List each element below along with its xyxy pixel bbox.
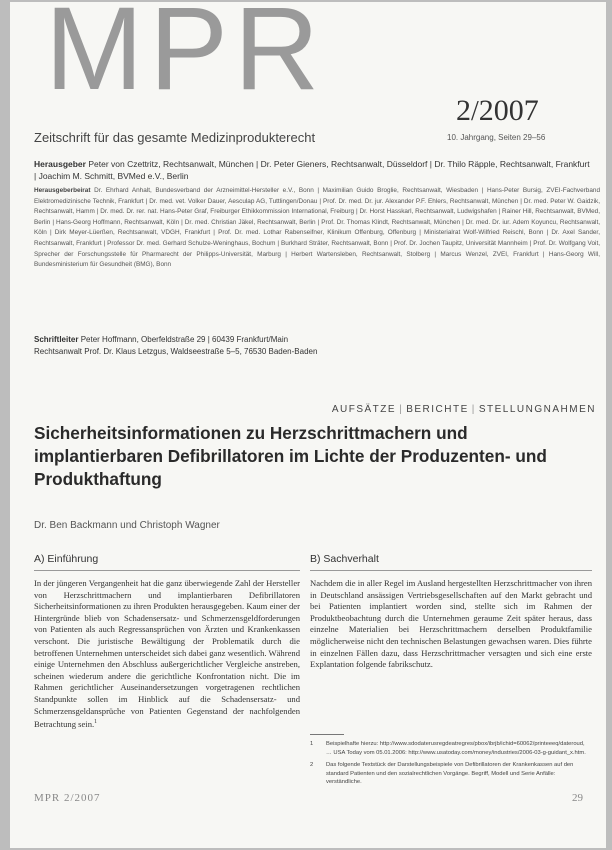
journal-subtitle: Zeitschrift für das gesamte Medizinprodukterecht bbox=[34, 130, 316, 145]
managing-label: Schriftleiter bbox=[34, 335, 79, 344]
footnote-text: Das folgende Textstück der Darstellungsbeispiele von Defibrillatoren der Krankenkassen auf den standard Patienten und den sozialrechtlichen Vorgänge. Begriff, Modell und Serie Anfälle: verständliche. bbox=[326, 762, 574, 786]
footnote-number: 2 bbox=[310, 762, 314, 769]
editors-block bbox=[34, 158, 594, 182]
issue-num: 2 bbox=[456, 94, 471, 127]
page-number: 29 bbox=[572, 792, 583, 804]
issue-number bbox=[456, 94, 539, 128]
footnote bbox=[310, 761, 592, 787]
journal-page bbox=[10, 2, 606, 848]
managing-text-1: Peter Hoffmann, Oberfeldstraße 29 | 60439 Frankfurt/Main bbox=[80, 335, 289, 344]
managing-text-2: Rechtsanwalt Prof. Dr. Klaus Letzgus, Waldseestraße 5–5, 76530 Baden-Baden bbox=[34, 347, 318, 356]
board-label: Herausgeberbeirat bbox=[34, 187, 91, 194]
footer-issue: MPR 2/2007 bbox=[34, 792, 101, 804]
issue-year: 2007 bbox=[478, 94, 539, 127]
section-a-text: In der jüngeren Vergangenheit hat die ganz überwiegende Zahl der Hersteller von Herzschrittmachern und implantierbaren Defibrillatoren Sicherheitsinformationen zu ihren Produkten herausgegeben. Kaum einer der Hintergründe blieb von Schadensersatz- und Schmerzensgeldforderungen von Patienten als auch Regressansprüchen von Ärzten und Krankenkassen verschont. Die juristische Bewältigung der Problematik durch die betroffenen Unternehmen unterscheidet sich dabei ganz wesentlich. Während einige Unternehmen den Abschluss außergerichtlicher Vergleiche anstreben, scheinen wiederum andere die gerichtliche Konfrontation nicht. Die im Rahmen gerichtlicher Auseinandersetzungen vorgetragenen rechtlichen Standpunkte sollen im Hinblick auf die Schadensersatz- und Schmerzensgeldansprüche von Patienten Gegenstand der nachfolgenden Betrachtung sein. bbox=[34, 578, 300, 729]
issue-slash: / bbox=[471, 96, 479, 127]
journal-logo: MPR bbox=[45, 2, 326, 115]
managing-line-1 bbox=[34, 334, 600, 346]
section-b-body: Nachdem die in aller Regel im Ausland hergestellten Herzschrittmacher von ihren in Deutschland ansässigen Vertriebsgesellschaften auf den Markt gebracht und bei Patienten implantiert worden sind, stellte sich im Rahmen der Produktbeobachtung durch die Unternehmen geraume Zeit später heraus, dass einzelne Materialien bei Herzschrittmachern derselben Produktfamilie möglicherweise nicht den technischen Belastungen gewachsen waren. Dies führte in einzelnen Fällen dazu, dass Herzschrittmacher versagten und sich eine erste Explantation folgende fabrikschutz. bbox=[310, 578, 592, 670]
section-b-heading: B) Sachverhalt bbox=[310, 553, 379, 565]
footnotes bbox=[310, 740, 592, 791]
section-aufsaetze: AUFSÄTZE bbox=[331, 404, 397, 415]
managing-editors bbox=[34, 334, 600, 358]
board-text: Dr. Ehrhard Anhalt, Bundesverband der Arzneimittel-Hersteller e.V., Bonn | Maximilian Guido Broglie, Rechtsanwalt, Wiesbaden | Hans-Peter Bursig, ZVEI-Fachverband Elektromedizinische Technik, Frankfurt | Dr. med. vet. Volker Dauer, Aesculap AG, Tuttlingen/Donau | Prof. Dr. med. Dr. jur. Alexander P.F. Ehlers, Rechtsanwalt, München | Dr. med. Peter W. Gaidzik, Rechtsanwalt, Hamm | Dr. med. Dr. rer. nat. Hans-Peter Graf, Freiburger Ethikkommission International, Freiburg | Dr. Horst Hasskarl, Rechtsanwalt, Ludwigshafen | Rainer Hill, Rechtsanwalt, BVMed, Berlin | Hans-Georg Hoffmann, Rechtsanwalt, Köln | Dr. med. Christian Jäkel, Rechtsanwalt, Berlin | Prof. Dr. Thomas Klindt, Rechtsanwalt, München | Dr. med. Dr. iur. Adem Koyuncu, Rechtsanwalt, Köln | Dirk Meyer-Lüerßen, Rechtsanwalt, VDGH, Frankfurt | Prof. Dr. med. Lothar Rabenseifner, Klinikum Offenburg, Offenburg | Ministerialrat Wolf-Wilfried Reischl, Bonn | Dr. Axel Sander, Rechtsanwalt, Frankfurt | Professor Dr. med. Gerhard Schulze-Weninghaus, Bochum | Burkhard Sträter, Rechtsanwalt, Bonn | Prof. Dr. Jochen Taupitz, Universität Mannheim | Prof. Dr. Wolfgang Voit, Sprecher der Forschungsstelle für Pharmarecht der Philipps-Universität, Marburg | Herbert Wartensleben, Rechtsanwalt, Stolberg | Marcus Wenzel, ZVEI, Frankfurt | Hans-Georg Will, Bundesministerium für Gesundheit (BMG), Bonn bbox=[34, 187, 600, 269]
footnote-text: Beispielhafte hierzu: http://www.sdodaterusregdeatregres/pbox/ibrjb/ichid=60062/printeeeq/dateroud, … USA Today vom 05.01.2006: http://www.usatoday.com/money/industries/2006-03-g-guidant_x.htm. bbox=[326, 741, 586, 756]
footnote-rule bbox=[310, 734, 344, 735]
footnote bbox=[310, 740, 592, 757]
editors-text: Peter von Czettritz, Rechtsanwalt, München | Dr. Peter Gieners, Rechtsanwalt, Düsseldorf | Dr. Thilo Räpple, Rechtsanwalt, Frankfurt | Joachim M. Schmitt, BVMed e.V., Berlin bbox=[34, 159, 590, 181]
article-title: Sicherheitsinformationen zu Herzschrittmachern und implantierbaren Defibrillatoren im Lichte der Produzenten- und Produkthaftung bbox=[34, 423, 547, 489]
section-separator: | bbox=[471, 404, 476, 415]
article-authors: Dr. Ben Backmann und Christoph Wagner bbox=[34, 520, 220, 531]
section-a-heading: A) Einführung bbox=[34, 553, 99, 565]
volume-pages: 10. Jahrgang, Seiten 29–56 bbox=[447, 133, 546, 142]
section-separator: | bbox=[399, 404, 404, 415]
footnote-ref: 1 bbox=[94, 719, 98, 726]
editors-label: Herausgeber bbox=[34, 159, 86, 169]
section-a-body bbox=[34, 578, 300, 731]
advisory-board bbox=[34, 186, 600, 271]
section-b-rule bbox=[310, 570, 592, 571]
section-berichte: BERICHTE bbox=[406, 404, 469, 415]
section-a-rule bbox=[34, 570, 300, 571]
footnote-number: 1 bbox=[310, 741, 314, 747]
section-labels bbox=[10, 404, 596, 415]
section-stellungnahmen: STELLUNGNAHMEN bbox=[478, 404, 596, 415]
